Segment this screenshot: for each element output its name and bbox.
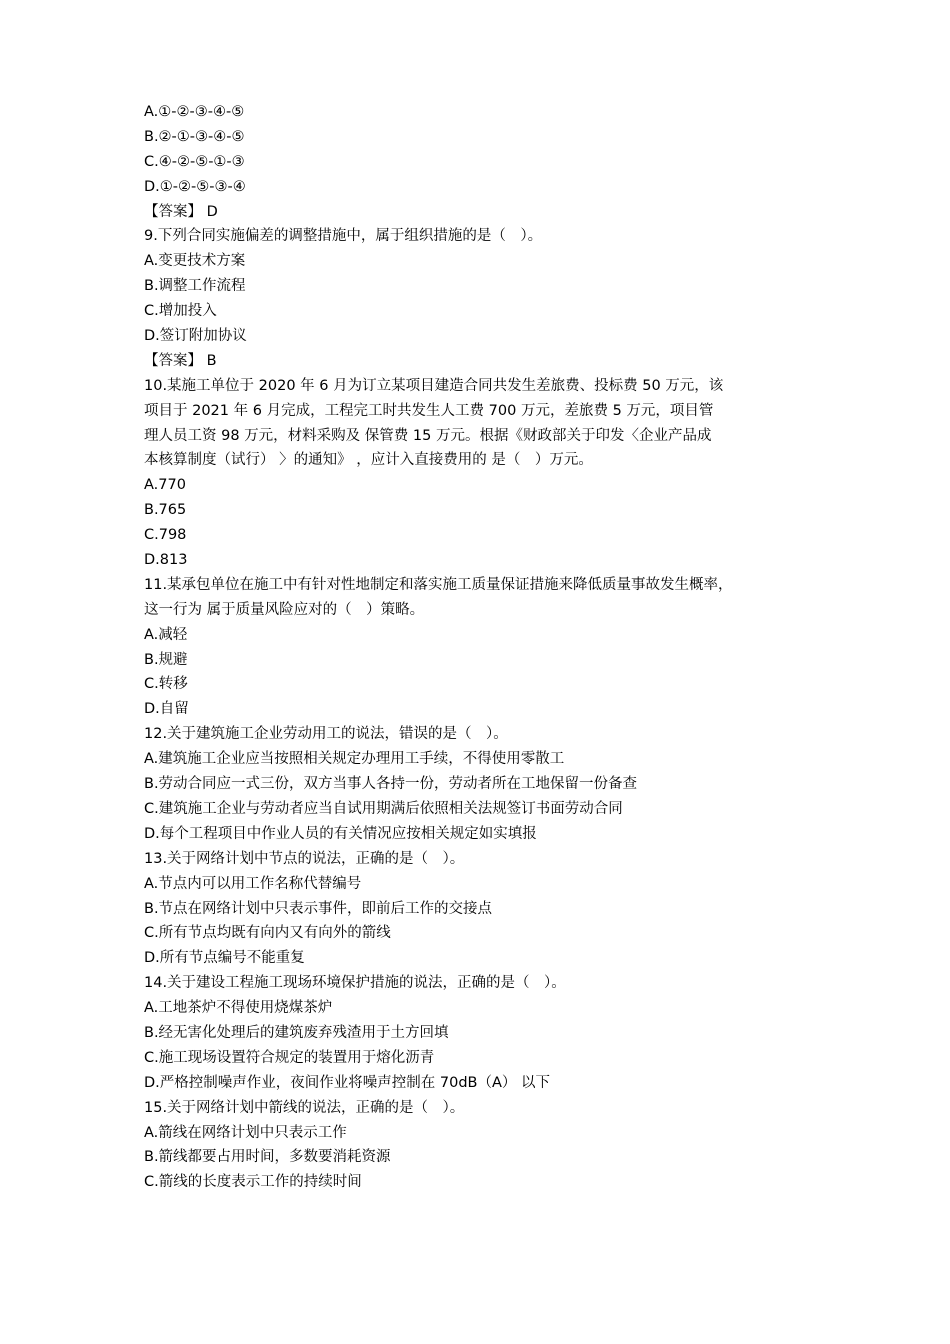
question-stem-line-2: 这一行为 属于质量风险应对的（ ）策略。 [144,601,425,618]
option-c: C.转移 [144,676,188,693]
option-c: C.施工现场设置符合规定的装置用于熔化沥青 [144,1049,435,1066]
question-stem-line-1: 10.某施工单位于 2020 年 6 月为订立某项目建造合同共发生差旅费、投标费 50 万元，该 [144,377,724,394]
option-b: B.规避 [144,651,188,668]
option-d: D.所有节点编号不能重复 [144,950,305,967]
option-c: C.所有节点均既有向内又有向外的箭线 [144,925,391,942]
option-c: C.建筑施工企业与劳动者应当自试用期满后依照相关法规签订书面劳动合同 [144,800,623,817]
option-a: A.箭线在网络计划中只表示工作 [144,1124,347,1141]
question-stem: 12.关于建筑施工企业劳动用工的说法，错误的是（ ）。 [144,726,508,743]
option-b: B.箭线都要占用时间，多数要消耗资源 [144,1149,391,1166]
option-a: A.工地茶炉不得使用烧煤茶炉 [144,1000,333,1017]
question-11 [144,573,809,722]
question-10 [144,374,809,573]
question-stem-line-1: 11.某承包单位在施工中有针对性地制定和落实施工质量保证措施来降低质量事故发生概率， [144,576,733,593]
question-12 [144,722,809,846]
option-a: A.①-②-③-④-⑤ [144,104,245,120]
question-stem: 13.关于网络计划中节点的说法，正确的是（ ）。 [144,850,465,867]
option-c: C.箭线的长度表示工作的持续时间 [144,1174,362,1191]
option-d: D.每个工程项目中作业人员的有关情况应按相关规定如实填报 [144,825,537,842]
prev-question-options [144,100,809,224]
question-9 [144,224,809,373]
option-c: C.798 [144,527,187,544]
question-15 [144,1096,809,1196]
option-a: A.节点内可以用工作名称代替编号 [144,875,362,892]
option-b: B.②-①-③-④-⑤ [144,128,245,145]
option-b: B.劳动合同应一式三份，双方当事人各持一份，劳动者所在工地保留一份备查 [144,776,638,793]
option-d: D.813 [144,552,188,569]
answer-line: 【答案】 D [144,203,218,220]
question-stem: 9.下列合同实施偏差的调整措施中，属于组织措施的是（ ）。 [144,228,543,245]
question-stem: 15.关于网络计划中箭线的说法，正确的是（ ）。 [144,1099,465,1116]
option-a: A.变更技术方案 [144,253,246,270]
option-d: D.①-②-⑤-③-④ [144,178,246,195]
question-stem-line-4: 本核算制度（试行） 〉的通知》 ，应计入直接费用的 是（ ）万元。 [144,452,593,469]
question-14 [144,971,809,1095]
option-c: C.④-②-⑤-①-③ [144,153,245,170]
option-b: B.节点在网络计划中只表示事件，即前后工作的交接点 [144,900,493,917]
option-a: A.减轻 [144,626,188,643]
option-c: C.增加投入 [144,303,217,320]
option-b: B.调整工作流程 [144,278,246,295]
option-d: D.签订附加协议 [144,328,247,345]
question-stem: 14.关于建设工程施工现场环境保护措施的说法，正确的是（ ）。 [144,975,566,992]
option-d: D.严格控制噪声作业，夜间作业将噪声控制在 70dB（A） 以下 [144,1074,551,1091]
option-a: A.770 [144,477,186,494]
option-a: A.建筑施工企业应当按照相关规定办理用工手续，不得使用零散工 [144,751,565,768]
question-stem-line-3: 理人员工资 98 万元，材料采购及 保管费 15 万元。根据《财政部关于印发〈企业产品成 [144,427,712,444]
option-b: B.经无害化处理后的建筑废弃残渣用于土方回填 [144,1024,449,1041]
document-page [144,100,809,1195]
option-d: D.自留 [144,701,189,718]
answer-line: 【答案】 B [144,352,217,369]
option-b: B.765 [144,502,187,519]
question-stem-line-2: 项目于 2021 年 6 月完成，工程完工时共发生人工费 700 万元，差旅费 5 万元，项目管 [144,402,714,419]
question-13 [144,847,809,971]
